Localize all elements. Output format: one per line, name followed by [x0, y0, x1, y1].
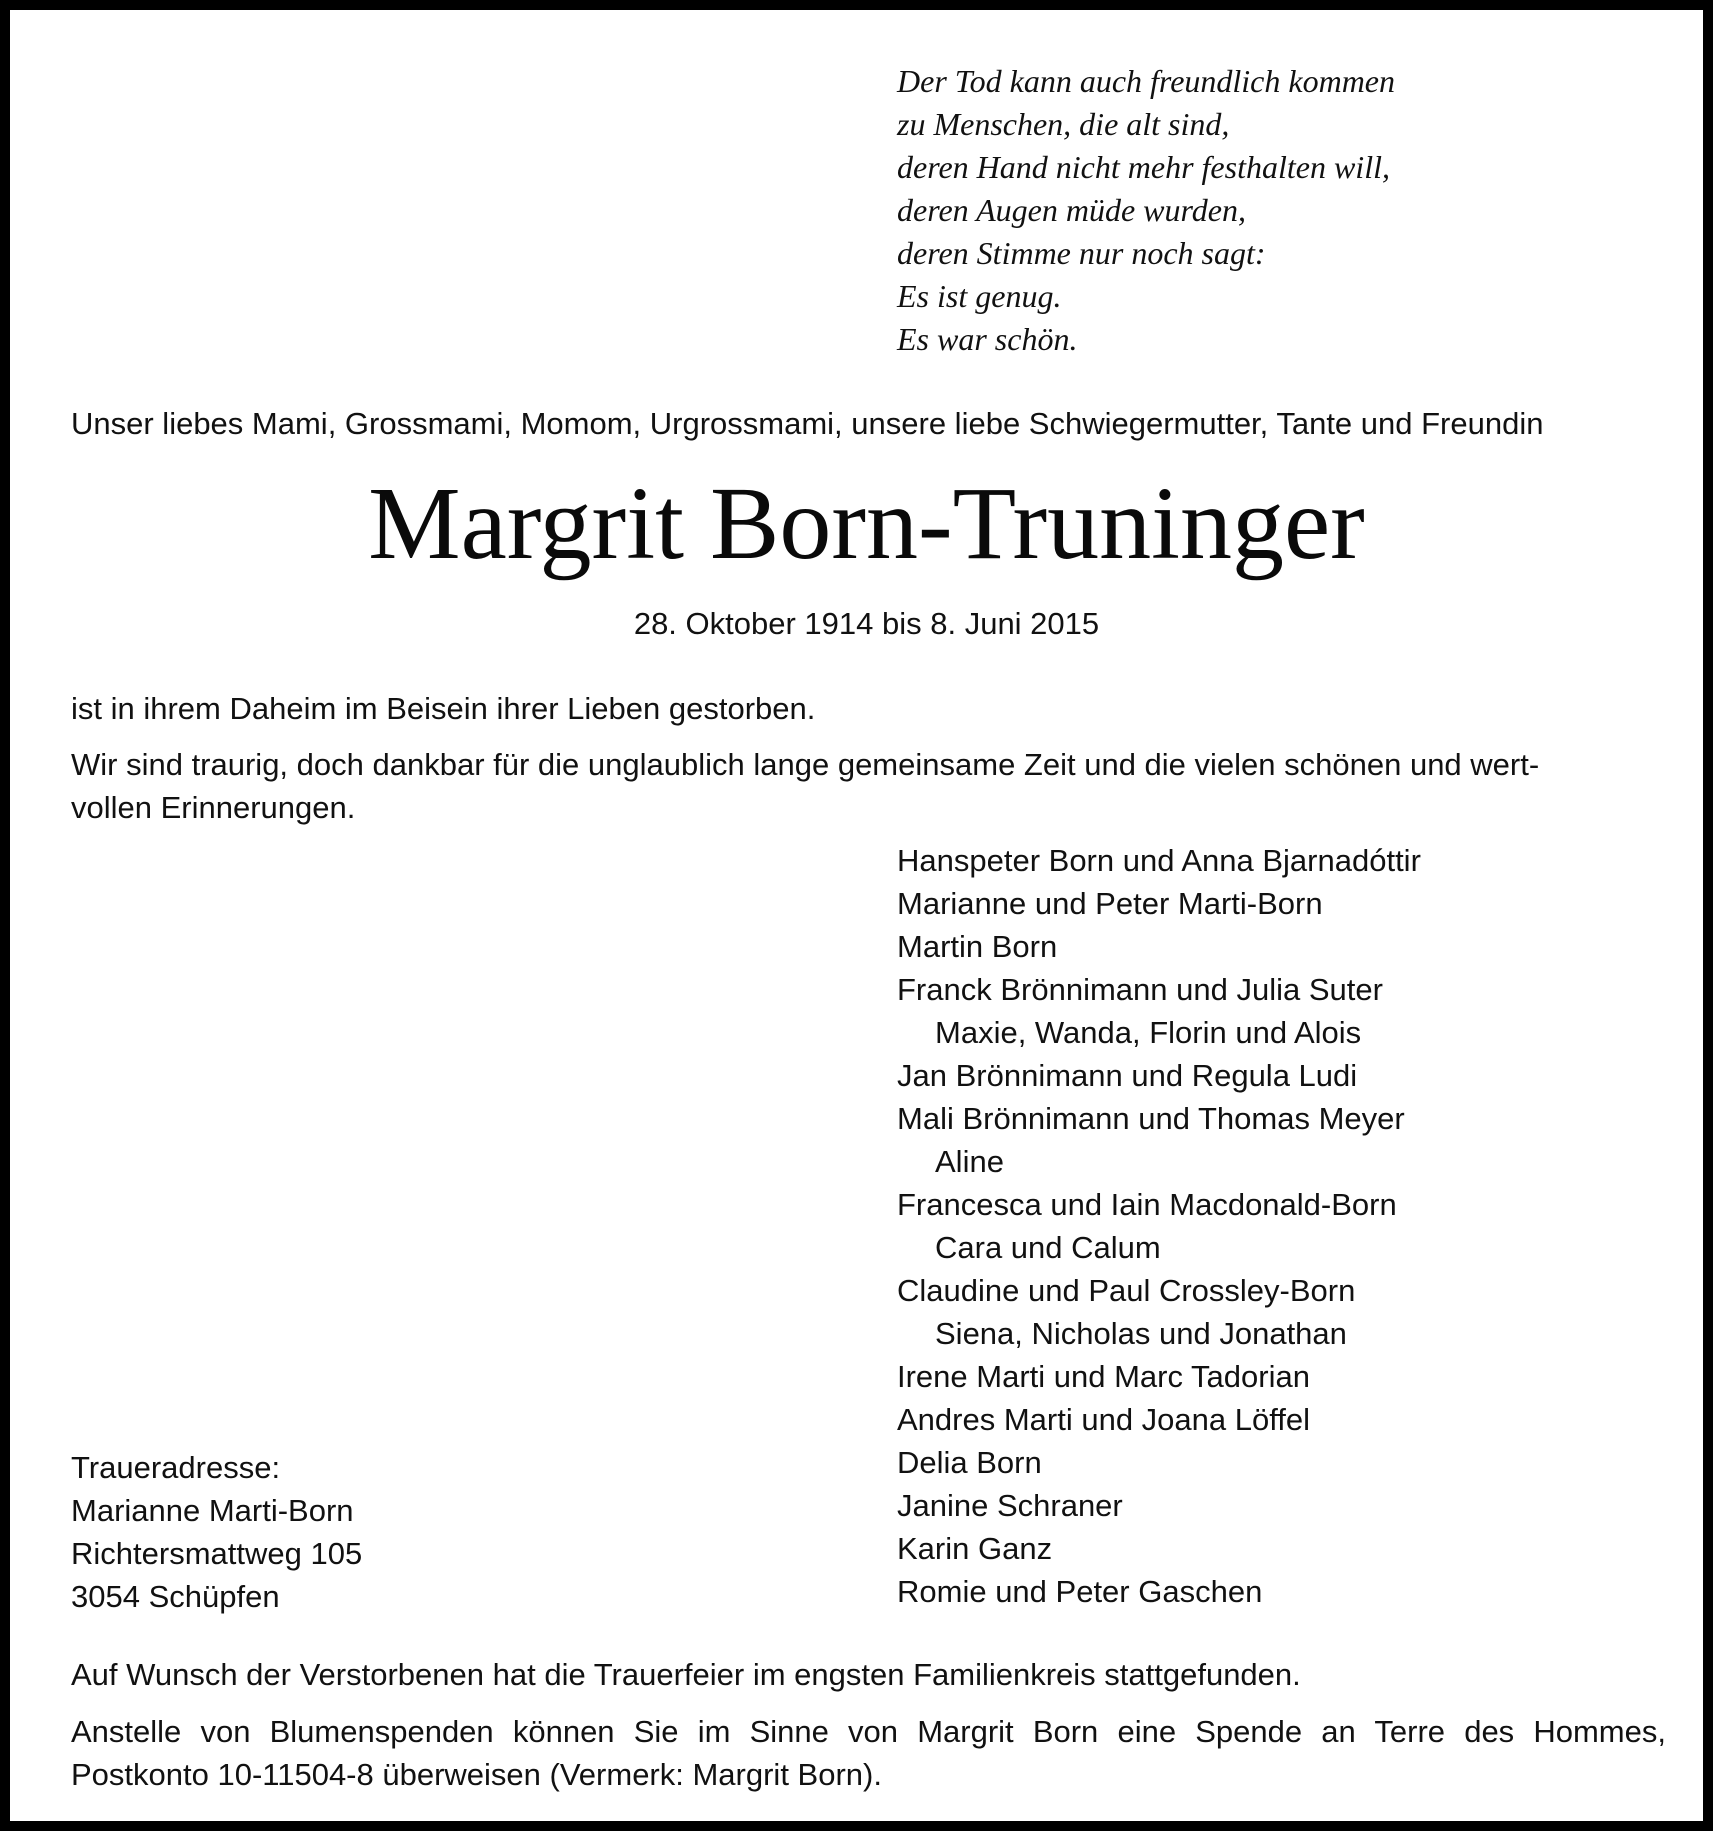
funeral-note: Auf Wunsch der Verstorbenen hat die Trauerfeier im engsten Familienkreis stattgefunden. [71, 1657, 1301, 1692]
gratitude-text [71, 743, 1666, 829]
address-name: Marianne Marti-Born [71, 1493, 354, 1528]
address-city: 3054 Schüpfen [71, 1579, 280, 1614]
poem-line: deren Stimme nur noch sagt: [897, 235, 1266, 271]
family-children: Maxie, Wanda, Florin und Alois [935, 1015, 1362, 1050]
family-list [897, 839, 1421, 1613]
family-member: Romie und Peter Gaschen [897, 1574, 1263, 1609]
family-member: Hanspeter Born und Anna Bjarnadóttir [897, 843, 1421, 878]
death-statement: ist in ihrem Daheim im Beisein ihrer Lieben gestorben. [71, 691, 816, 726]
family-member: Delia Born [897, 1445, 1042, 1480]
donation-line: Anstelle von Blumenspenden können Sie im Sinne von Margrit Born eine Spende an Terre des Hommes, [71, 1714, 1666, 1749]
poem-line: Es ist genug. [897, 278, 1062, 314]
poem-line: Es war schön. [897, 321, 1078, 357]
poem-line: deren Hand nicht mehr festhalten will, [897, 149, 1390, 185]
family-member: Irene Marti und Marc Tadorian [897, 1359, 1310, 1394]
gratitude-line: vollen Erinnerungen. [71, 790, 356, 825]
family-member: Francesca und Iain Macdonald-Born [897, 1187, 1397, 1222]
poem-line: zu Menschen, die alt sind, [897, 106, 1230, 142]
family-children: Aline [935, 1144, 1004, 1179]
family-children: Siena, Nicholas und Jonathan [935, 1316, 1347, 1351]
family-member: Jan Brönnimann und Regula Ludi [897, 1058, 1358, 1093]
family-member: Karin Ganz [897, 1531, 1053, 1566]
family-member: Claudine und Paul Crossley-Born [897, 1273, 1356, 1308]
family-member: Mali Brönnimann und Thomas Meyer [897, 1101, 1405, 1136]
family-member: Andres Marti und Joana Löffel [897, 1402, 1311, 1437]
family-member: Franck Brönnimann und Julia Suter [897, 972, 1383, 1007]
family-member: Janine Schraner [897, 1488, 1123, 1523]
family-children: Cara und Calum [935, 1230, 1161, 1265]
poem-line: deren Augen müde wurden, [897, 192, 1246, 228]
poem [897, 60, 1395, 361]
life-dates: 28. Oktober 1914 bis 8. Juni 2015 [633, 606, 1100, 641]
intro-text: Unser liebes Mami, Grossmami, Momom, Urgrossmami, unsere liebe Schwiegermutter, Tante und Freundin [71, 406, 1544, 441]
donation-note [71, 1710, 1666, 1796]
family-member: Martin Born [897, 929, 1058, 964]
poem-line: Der Tod kann auch freundlich kommen [897, 63, 1395, 99]
address-street: Richtersmattweg 105 [71, 1536, 363, 1571]
donation-line: Postkonto 10-11504-8 überweisen (Vermerk: Margrit Born). [71, 1757, 882, 1792]
address-label: Traueradresse: [71, 1450, 281, 1485]
family-member: Marianne und Peter Marti-Born [897, 886, 1323, 921]
deceased-name: Margrit Born-Truninger [368, 466, 1365, 581]
mourning-address [71, 1446, 362, 1618]
gratitude-line: Wir sind traurig, doch dankbar für die unglaublich lange gemeinsame Zeit und die vielen schönen und wert- [71, 747, 1540, 782]
